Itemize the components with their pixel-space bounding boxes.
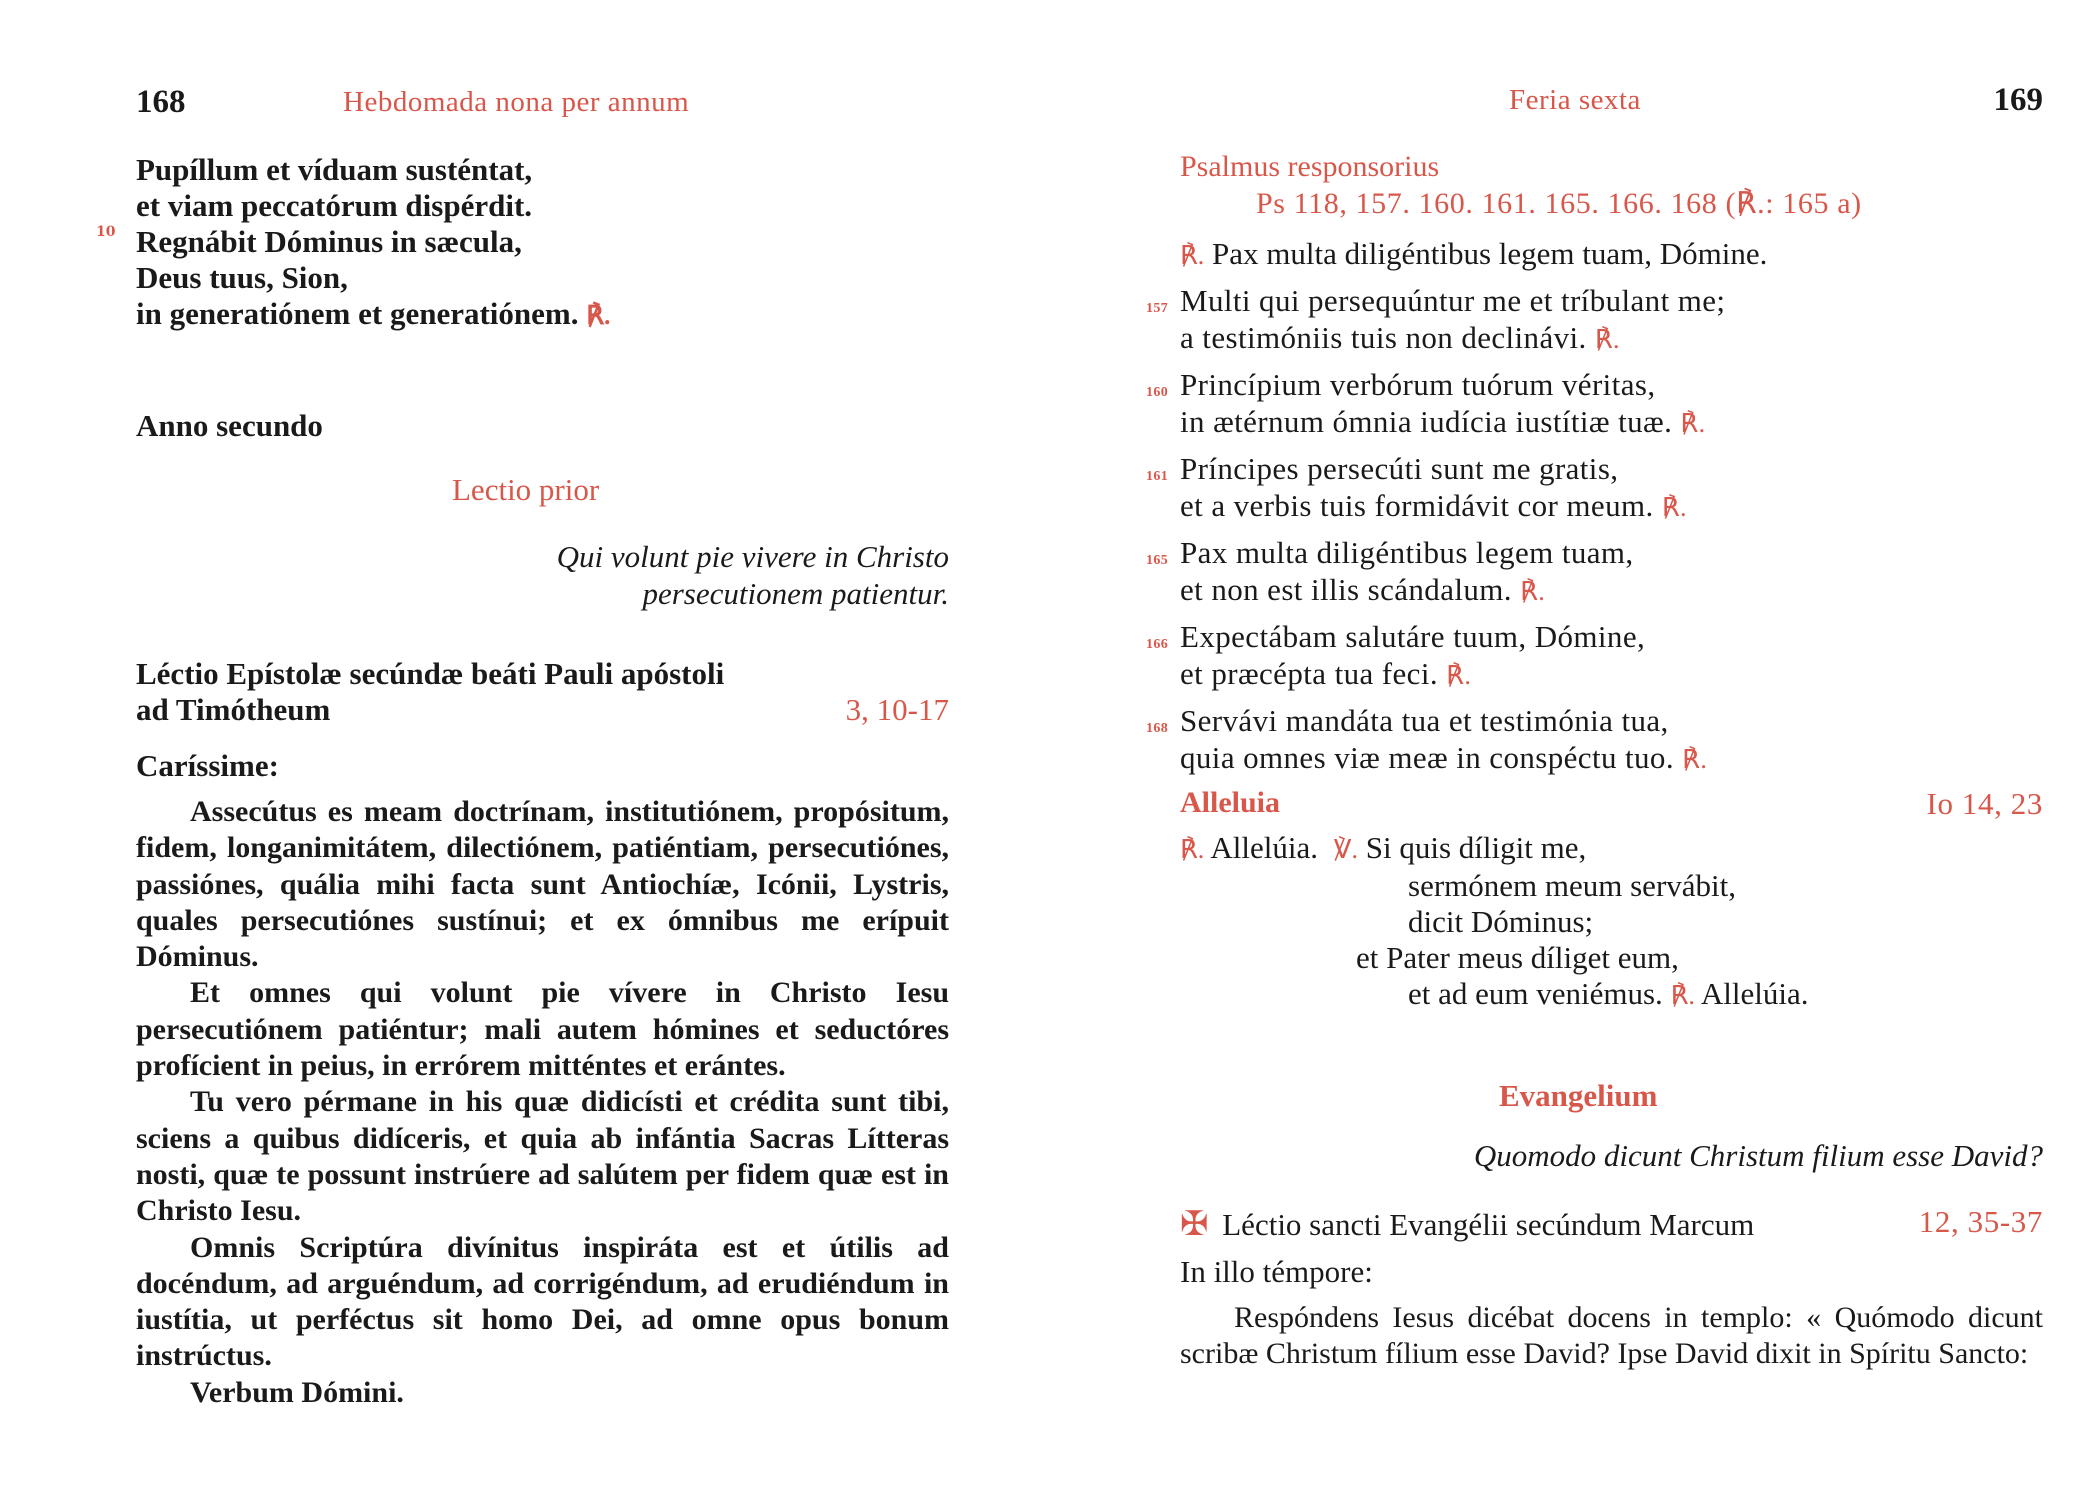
psalm-line: Regnábit Dóminus in sæcula, [136,224,522,259]
psalm-line: Pupíllum et víduam susténtat, [136,152,533,187]
evangelium-motto: Quomodo dicunt Christum filium esse David? [1473,1138,2043,1173]
response-symbol: ℟. [1446,661,1472,690]
lectio-title-line: Léctio Epístolæ secúndæ beáti Pauli apóstoli [136,656,725,691]
verse-number: 165 [1146,553,1169,568]
alleluia-heading: Alleluia [1180,786,1281,819]
verse-line: Príncipes persecúti sunt me gratis, [1180,451,1619,486]
response-symbol: ℟. [1682,745,1708,774]
verse-line: Princípium verbórum tuórum véritas, [1180,367,1656,402]
anno-heading: Anno secundo [136,408,323,443]
verse-group [1146,702,1725,778]
motto-line: persecutionem patientur. [642,576,949,611]
psalm-reference: Ps 118, 157. 160. 161. 165. 166. 168 (℟.: 165 a) [1256,187,1862,220]
verse-number: 160 [1146,385,1169,400]
alleluia-line: sermónem meum servábit, [1408,868,1736,903]
running-head: Hebdomada nona per annum [343,86,690,118]
paragraph: Tu vero pérmane in his quæ didicísti et crédita sunt tibi, sciens a quibus didíceris, et quia ab infántia Sacras Lítteras nosti, quæ te possunt instrúere ad salútem per fidem quæ est in Christo Iesu. [136,1085,949,1228]
right-page [1039,0,2078,1500]
verse-line: quia omnes viæ meæ in conspéctu tuo. ℟. [1180,740,1708,775]
evangelium-intro: In illo témpore: [1180,1254,1373,1289]
versicle-symbol: ℣. [1333,835,1358,864]
verse-line: et non est illis scándalum. ℟. [1180,572,1546,607]
paragraph: Omnis Scriptúra divínitus inspiráta est et útilis ad docéndum, ad arguéndum, ad corrigéndum, ad erudiéndum in iustítia, ut perféctus sit homo Dei, ad omne opus bonum instrúctus. [136,1230,949,1373]
salutation: Caríssime: [136,748,279,783]
verse-line: Pax multa diligéntibus legem tuam, [1180,535,1634,570]
response-symbol: ℟. [1180,835,1205,864]
verse-number: 166 [1146,637,1169,652]
page-number: 168 [136,84,186,120]
paragraph: Respóndens Iesus dicébat docens in templo: « Quómodo dicunt scribæ Christum fílium esse David? Ipse David dixit in Spíritu Sancto: [1180,1301,2043,1370]
verse-group [1146,534,1725,610]
evangelium-title: ✠ Léctio sancti Evangélii secúndum Marcum [1180,1206,1755,1243]
lectio-heading: Lectio prior [452,472,600,507]
cross-icon: ✠ [1180,1206,1209,1243]
alleluia-reference: Io 14, 23 [1926,786,2043,821]
response-symbol: ℟. [1680,409,1706,438]
response-symbol: ℟. [1670,981,1695,1010]
response-symbol: ℟. [1661,493,1687,522]
verse-line: in ætérnum ómnia iudícia iustítiæ tuæ. ℟. [1180,404,1706,439]
psalm-response [1180,236,1767,272]
psalm-tail [136,152,611,334]
psalm-line: in generatiónem et generatiónem. ℟. [136,296,611,331]
verse-group [1146,450,1725,526]
lectio-motto [557,538,949,612]
response-symbol: ℟. [1520,577,1546,606]
psalm-line: Deus tuus, Sion, [136,260,348,295]
motto-line: Qui volunt pie vivere in Christo [556,539,949,574]
verse-line: a testimóniis tuis non declinávi. ℟. [1180,320,1620,355]
lectio-title-line: ad Timótheum [136,692,331,727]
psalm-line: et viam peccatórum dispérdit. [136,188,533,223]
alleluia-line: dicit Dóminus; [1408,904,1594,939]
psalm-heading: Psalmus responsorius [1180,150,1440,183]
running-head: Feria sexta [1509,84,1641,116]
verse-number: 161 [1146,469,1169,484]
page-number: 169 [1993,82,2043,118]
response-text: Pax multa diligéntibus legem tuam, Dómine. [1212,236,1768,271]
lectio-reference: 3, 10-17 [845,692,949,727]
alleluia-block [1180,830,1809,1014]
verse-number: 10 [96,224,116,240]
lectio-body [136,794,949,1411]
verse-line: et a verbis tuis formidávit cor meum. ℟. [1180,488,1687,523]
paragraph: Et omnes qui volunt pie vívere in Christo Iesu persecutiónem patiéntur; mali autem hómines et seductóres profícient in peius, in errórem mitténtes et erántes. [136,976,949,1083]
evangelium-body [1180,1300,2043,1372]
evangelium-heading: Evangelium [1499,1078,1658,1113]
verse-group [1146,282,1726,358]
alleluia-line: et Pater meus díliget eum, [1356,940,1679,975]
verse-group [1146,618,1725,694]
lectio-title [136,656,724,728]
alleluia-line: et ad eum veniémus. ℟. Allelúia. [1408,976,1809,1011]
verse-line: Servávi mandáta tua et testimónia tua, [1180,703,1669,738]
verse-number: 168 [1146,721,1169,736]
verse-line: Multi qui persequúntur me et tríbulant me; [1180,283,1726,318]
verse-number: 157 [1146,301,1169,316]
closing: Verbum Dómini. [190,1375,404,1409]
response-symbol: ℟. [586,301,611,330]
paragraph: Assecútus es meam doctrínam, institutiónem, propósitum, fidem, longanimitátem, dilectiónem, patiéntiam, persecutiónes, passiónes, quália mihi facta sunt Antiochíæ, Icónii, Lystris, quales persecutiónes sustínui; et ex ómnibus me erípuit Dóminus. [136,795,949,974]
response-symbol: ℟. [1180,241,1205,270]
verse-line: et præcépta tua feci. ℟. [1180,656,1472,691]
verse-line: Expectábam salutáre tuum, Dómine, [1180,619,1646,654]
psalm-verses [1146,282,1726,778]
verse-group [1146,366,1725,442]
evangelium-reference: 12, 35-37 [1918,1204,2043,1239]
alleluia-line: ℟. Allelúia. ℣. Si quis díligit me, [1180,830,1587,865]
response-symbol: ℟. [1594,325,1620,354]
